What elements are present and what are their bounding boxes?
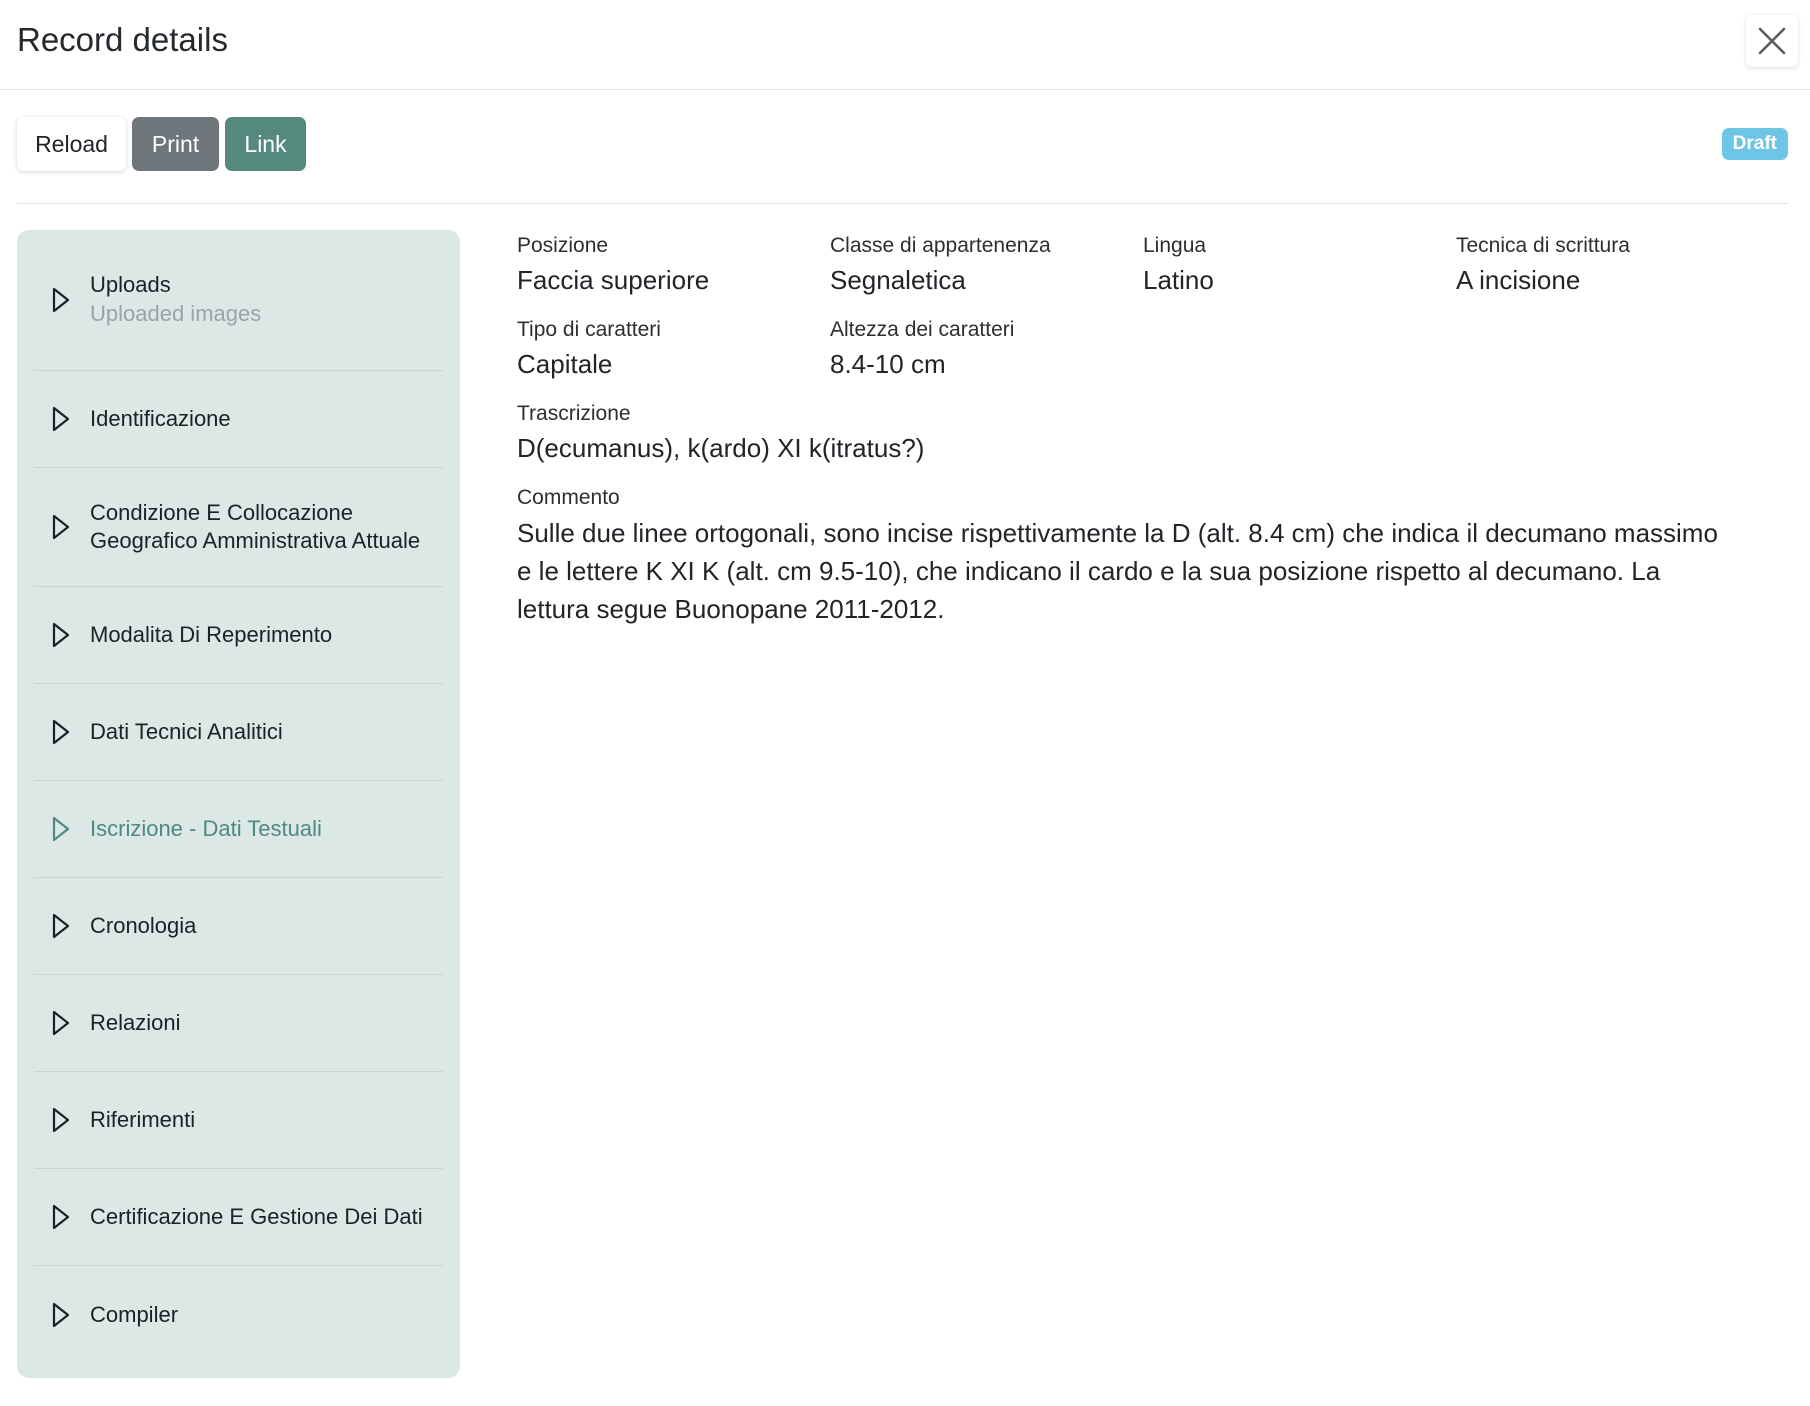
play-outline-icon (34, 719, 90, 745)
sidebar-item-label: Relazioni (90, 1010, 181, 1035)
sidebar-item-modalita[interactable] (34, 587, 443, 684)
field-label: Posizione (517, 234, 609, 257)
field-trascrizione (517, 398, 1717, 482)
link-button[interactable]: Link (225, 117, 306, 171)
sidebar-item-label: Uploads (90, 272, 171, 297)
sidebar-item-label: Identificazione (90, 406, 231, 431)
sidebar-item-label: Riferimenti (90, 1107, 196, 1132)
page-title: Record details (17, 21, 228, 58)
sidebar-item-label: Cronologia (90, 913, 197, 938)
field-commento (517, 482, 1717, 628)
play-outline-icon (34, 622, 90, 648)
field-value: 8.4-10 cm (830, 349, 946, 379)
field-row (517, 314, 1717, 398)
print-button[interactable]: Print (132, 117, 219, 171)
sidebar-item-label: Compiler (90, 1301, 179, 1327)
sidebar-item-identificazione[interactable] (34, 371, 443, 468)
field-value: Latino (1143, 265, 1214, 295)
sidebar-item-iscrizione[interactable] (34, 781, 443, 878)
play-outline-icon (34, 1204, 90, 1230)
play-outline-icon (34, 816, 90, 842)
field-value: D(ecumanus), k(ardo) XI k(itratus?) (517, 433, 925, 463)
sidebar-item-dati-tecnici[interactable] (34, 684, 443, 781)
field-label: Commento (517, 486, 620, 509)
play-outline-icon (34, 1302, 90, 1328)
play-outline-icon (34, 913, 90, 939)
sidebar-item-condizione[interactable] (34, 468, 443, 587)
field-altezza (830, 314, 1143, 398)
field-value: Capitale (517, 349, 613, 379)
sidebar-item-cronologia[interactable] (34, 878, 443, 975)
field-label: Trascrizione (517, 402, 631, 425)
sidebar-item-label: Dati Tecnici Analitici (90, 719, 283, 744)
sidebar-item-sublabel: Uploaded images (90, 301, 262, 326)
close-icon (1757, 26, 1787, 56)
detail-panel (517, 230, 1717, 628)
field-label: Classe di appartenenza (830, 234, 1051, 257)
sidebar-item-relazioni[interactable] (34, 975, 443, 1072)
field-label: Tipo di caratteri (517, 318, 661, 341)
sidebar-item-label: Modalita Di Reperimento (90, 622, 333, 647)
field-row (517, 230, 1717, 314)
field-value: A incisione (1456, 265, 1581, 295)
reload-button[interactable]: Reload (17, 117, 126, 171)
sidebar-item-label: Iscrizione - Dati Testuali (90, 816, 322, 841)
field-tipo (517, 314, 830, 398)
play-outline-icon (34, 406, 90, 432)
sidebar-item-label: Certificazione E Gestione Dei Dati (90, 1204, 423, 1229)
field-classe (830, 230, 1143, 314)
field-label: Lingua (1143, 234, 1207, 257)
field-tecnica (1456, 230, 1769, 314)
field-posizione (517, 230, 830, 314)
play-outline-icon (34, 1010, 90, 1036)
field-lingua (1143, 230, 1456, 314)
comment-text: Sulle due linee ortogonali, sono incise rispettivamente la D (alt. 8.4 cm) che indica il decumano massimo e le lettere K XI K (alt. cm 9.5-10), che indicano il cardo e la sua posizione rispetto al decumano. La lettura segue Buonopane 2011-2012. (517, 518, 1718, 624)
sidebar-item-label: Condizione E Collocazione Geografico Amministrativa Attuale (90, 500, 421, 553)
field-label: Altezza dei caratteri (830, 318, 1015, 341)
sidebar (17, 230, 460, 1378)
play-outline-icon (34, 287, 90, 313)
toolbar (17, 117, 306, 171)
status-badge: Draft (1722, 128, 1788, 160)
sidebar-item-uploads[interactable] (34, 230, 443, 371)
sidebar-item-riferimenti[interactable] (34, 1072, 443, 1169)
field-value: Faccia superiore (517, 265, 710, 295)
modal-header (0, 0, 1810, 90)
close-button[interactable] (1746, 15, 1798, 67)
field-value: Segnaletica (830, 265, 966, 295)
sidebar-item-compiler[interactable] (34, 1266, 443, 1363)
play-outline-icon (34, 514, 90, 540)
divider (17, 203, 1788, 204)
sidebar-item-certificazione[interactable] (34, 1169, 443, 1266)
play-outline-icon (34, 1107, 90, 1133)
field-label: Tecnica di scrittura (1456, 234, 1630, 257)
